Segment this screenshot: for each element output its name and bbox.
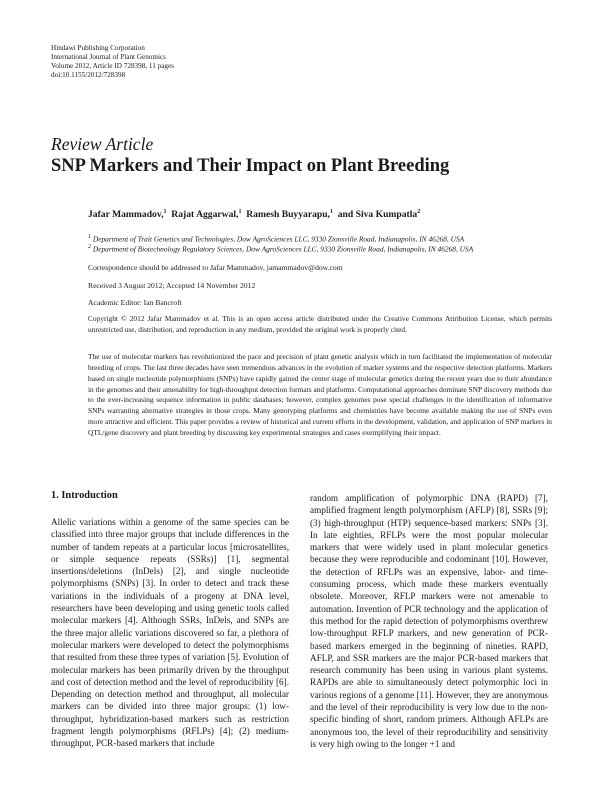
article-type: Review Article xyxy=(51,134,154,154)
author-list xyxy=(88,209,420,220)
intro-column-right: random amplification of polymorphic DNA (RAPD) [7], amplified fragment length polymorphism (AFLP) [8], SSRs [9]; (3) high-throughput (HTP) sequence-based markers: SNPs [3]. In late eighties, RFLPs were the most popular molecular markers that were widely used in plant molecular genetics because they were reproducible and codominant [10]. However, the detection of RFLPs was an expensive, labor- and time-consuming process, which made these markers eventually obsolete. Moreover, RFLP markers were not amenable to automation. Invention of PCR technology and the application of this method for the rapid detection of polymorphisms overthrew low-throughput RFLP markers, and new generation of PCR-based markers emerged in the beginning of nineties. RAPD, AFLP, and SSR markers are the major PCR-based markers that research community has been using in various plant systems. RAPDs are able to simultaneously detect polymorphic loci in various regions of a genome [11]. However, they are anonymous and the level of their reproducibility is very low due to the non-specific binding of short, random primers. Although AFLPs are anonymous too, the level of their reproducibility and sensitivity is very high owing to the longer +1 and xyxy=(310,493,548,749)
author-name: Rajat Aggarwal, xyxy=(171,209,239,221)
affiliation-text: Department of Trait Genetics and Technologies, Dow AgroSciences LLC, 9330 Zionsville Road, Indianapolis, IN 46268, USA xyxy=(92,234,465,244)
author-name: Ramesh Buyyarapu, xyxy=(246,209,330,221)
affiliation-text: Department of Biotechnology Regulatory Sciences, Dow AgroSciences LLC, 9330 Zionsville Road, Indianapolis, IN 46268, USA xyxy=(92,244,474,254)
journal-line: International Journal of Plant Genomics xyxy=(51,53,166,61)
author-affiliation-mark: 1 xyxy=(238,209,242,215)
section-heading: 1. Introduction xyxy=(51,490,118,501)
author-affiliation-mark: 2 xyxy=(417,209,421,215)
affiliation-1 xyxy=(88,234,464,243)
volume-line: Volume 2012, Article ID 728398, 11 pages xyxy=(51,62,174,70)
received-accepted-dates: Received 3 August 2012; Accepted 14 November 2012 xyxy=(88,281,256,290)
affiliation-mark: 2 xyxy=(88,244,91,250)
publisher-line: Hindawi Publishing Corporation xyxy=(51,44,145,52)
doi-line: doi:10.1155/2012/728398 xyxy=(51,71,126,79)
paper-title: SNP Markers and Their Impact on Plant Breeding xyxy=(51,156,450,176)
author-name: and Siva Kumpatla xyxy=(337,209,418,221)
author-affiliation-mark: 1 xyxy=(329,209,333,215)
affiliation-2 xyxy=(88,244,473,253)
academic-editor: Academic Editor: Ian Bancroft xyxy=(88,298,182,307)
abstract: The use of molecular markers has revolutionized the pace and precision of plant genetic analysis which in turn facilitated the implementation of molecular breeding of crops. The last three decades have seen tremendous advances in the evolution of marker systems and the respective detection platforms. Markers based on single nucleotide polymorphisms (SNPs) have rapidly gained the center stage of molecular genetics during the recent years due to their abundance in the genomes and their amenability for high-throughput detection formats and platforms. Computational approaches dominate SNP discovery methods due to the ever-increasing sequence information in public databases; however, complex genomes pose special challenges in the identification of informative SNPs warranting alternative strategies in those crops. Many genotyping platforms and chemistries have become available making the use of SNPs even more attractive and efficient. This paper provides a review of historical and current efforts in the development, validation, and application of SNP markers in QTL/gene discovery and plant breeding by discussing key experimental strategies and cases exemplifying their impact. xyxy=(88,352,552,437)
correspondence-note: Correspondence should be addressed to Jafar Mammadov, jamammadov@dow.com xyxy=(88,263,343,272)
author-affiliation-mark: 1 xyxy=(163,209,167,215)
affiliation-mark: 1 xyxy=(88,234,91,240)
intro-column-left: Allelic variations within a genome of the same species can be classified into three major groups that include differences in the number of tandem repeats at a particular locus [microsatellites, or simple sequence repeats (SSRs)] [1], segmental insertions/deletions (InDels) [2], and single nucleotide polymorphisms (SNPs) [3]. In order to detect and track these variations in the individuals of a progeny at DNA level, researchers have been developing and using genetic tools called molecular markers [4]. Although SSRs, InDels, and SNPs are the three major allelic variations discovered so far, a plethora of molecular markers were developed to detect the polymorphisms that resulted from these three types of variation [5]. Evolution of molecular markers has been primarily driven by the throughput and cost of detection method and the level of reproducibility [6]. Depending on detection method and throughput, all molecular markers can be divided into three major groups: (1) low-throughput, hybridization-based markers such as restriction fragment length polymorphisms (RFLPs) [4]; (2) medium-throughput, PCR-based markers that include xyxy=(51,517,289,749)
copyright-notice: Copyright © 2012 Jafar Mammadov et al. This is an open access article distributed under the Creative Commons Attribution License, which permits unrestricted use, distribution, and reproduction in any medium, provided the original work is properly cited. xyxy=(88,314,552,334)
journal-header xyxy=(51,44,174,80)
author-name: Jafar Mammadov, xyxy=(88,209,164,221)
